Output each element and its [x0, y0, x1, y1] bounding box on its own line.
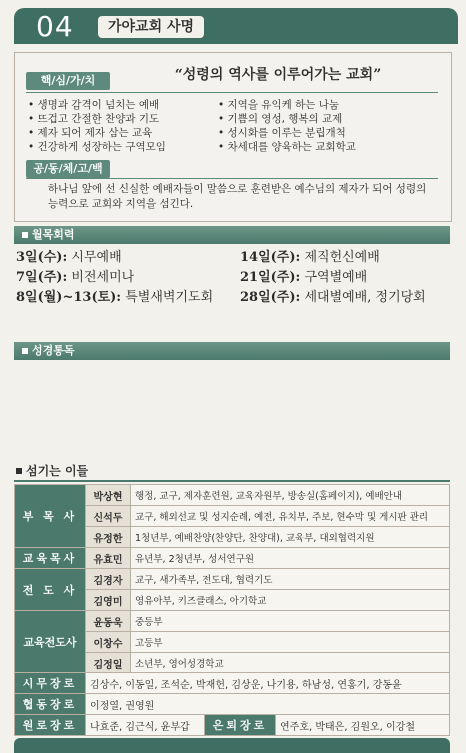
staff-duty: 유년부, 2청년부, 성서연구원	[131, 548, 450, 569]
staff-duty: 소년부, 영어성경학교	[131, 653, 450, 674]
role-cell: 교육목사	[15, 548, 86, 569]
table-row	[15, 485, 450, 506]
confession-tag: 공/동/체/고/백	[26, 160, 110, 178]
value-item: • 지역을 유익케 하는 나눔	[218, 98, 438, 112]
table-row	[15, 715, 450, 736]
role-cell: 교육전도사	[15, 611, 86, 674]
staff-table	[14, 484, 450, 674]
staff-duty: 교구, 해외선교 및 성지순례, 예전, 유치부, 주보, 현수막 및 게시판 관리	[131, 506, 450, 527]
bible-reading-bar	[14, 342, 450, 360]
staff-name: 김경자	[86, 569, 131, 590]
square-bullet-icon	[22, 232, 28, 238]
value-item: • 기쁨의 영성, 행복의 교제	[218, 112, 438, 126]
table-row	[15, 694, 450, 715]
staff-duty: 행정, 교구, 제자훈련원, 교육자원부, 방송실(홈페이지), 예배안내	[131, 485, 450, 506]
associate-elders-list: 이정열, 권영원	[86, 694, 450, 715]
staff-name: 유효민	[86, 548, 131, 569]
table-row	[15, 569, 450, 590]
section-title: 가야교회 사명	[98, 16, 204, 38]
role-cell: 부 목 사	[15, 485, 86, 548]
value-item: • 차세대를 양육하는 교회학교	[218, 140, 438, 154]
value-item: • 생명과 감격이 넘치는 예배	[28, 98, 228, 112]
staff-name: 박상현	[86, 485, 131, 506]
bible-reading-title: 성경통독	[32, 344, 75, 357]
page-header	[14, 8, 458, 44]
value-item: • 뜨겁고 간절한 찬양과 기도	[28, 112, 228, 126]
table-row	[15, 673, 450, 694]
staff-name: 신석두	[86, 506, 131, 527]
value-item: • 성시화를 이루는 분립개척	[218, 126, 438, 140]
event-item: 21일(주): 구역별예배	[240, 270, 368, 285]
staff-heading: 섬기는 이들	[14, 462, 450, 482]
square-bullet-icon	[16, 468, 22, 474]
role-cell: 시무장로	[15, 673, 86, 694]
event-item: 7일(주): 비전세미나	[16, 270, 135, 285]
monthly-calendar-title: 월목회력	[32, 228, 75, 241]
staff-duty: 고등부	[131, 632, 450, 653]
staff-name: 유정한	[86, 527, 131, 548]
table-row	[15, 611, 450, 632]
staff-name: 윤동욱	[86, 611, 131, 632]
section-number: 04	[36, 10, 74, 43]
confession-text: 하나님 앞에 선 신실한 예배자들이 말씀으로 훈련받은 예수님의 제자가 되어 성령의 능력으로 교회와 지역을 섬긴다.	[48, 183, 427, 210]
vision-quote: “성령의 역사를 이루어가는 교회”	[174, 67, 382, 83]
staff-duty: 교구, 새가족부, 전도대, 협력기도	[131, 569, 450, 590]
staff-duty: 영유아부, 키즈클래스, 아기학교	[131, 590, 450, 611]
core-values-tag: 핵/심/가/치	[26, 72, 110, 90]
event-item: 28일(주): 세대별예배, 정기당회	[240, 290, 426, 305]
staff-name: 김정일	[86, 653, 131, 674]
senior-elders-table	[14, 714, 450, 736]
staff-name: 김영미	[86, 590, 131, 611]
senior-elders-list: 나효준, 김근식, 윤부갑	[86, 715, 205, 736]
divider	[26, 92, 438, 93]
value-item: • 건강하게 성장하는 구역모임	[28, 140, 228, 154]
retired-elders-list: 연주호, 박태은, 김원오, 이강철	[276, 715, 450, 736]
role-cell: 원로장로	[15, 715, 86, 736]
role-cell: 은퇴장로	[205, 715, 276, 736]
role-cell: 협동장로	[15, 694, 86, 715]
elders-table	[14, 672, 450, 715]
event-item: 14일(주): 제직헌신예배	[240, 250, 380, 265]
footer-bar	[14, 738, 450, 753]
monthly-calendar-bar	[14, 226, 450, 244]
value-item: • 제자 되어 제자 삼는 교육	[28, 126, 228, 140]
staff-duty: 중등부	[131, 611, 450, 632]
role-cell: 전 도 사	[15, 569, 86, 611]
square-bullet-icon	[22, 348, 28, 354]
elders-list: 김상수, 이동일, 조석순, 박재헌, 김상운, 나기용, 하남성, 연홍기, 강동윤	[86, 673, 450, 694]
table-row	[15, 548, 450, 569]
event-item: 3일(수): 시무예배	[16, 250, 122, 265]
event-item: 8일(월)~13(토): 특별새벽기도회	[16, 290, 214, 305]
staff-duty: 1청년부, 예배찬양(찬양단, 찬양대), 교육부, 대외협력지원	[131, 527, 450, 548]
divider	[26, 178, 438, 179]
staff-name: 이창수	[86, 632, 131, 653]
